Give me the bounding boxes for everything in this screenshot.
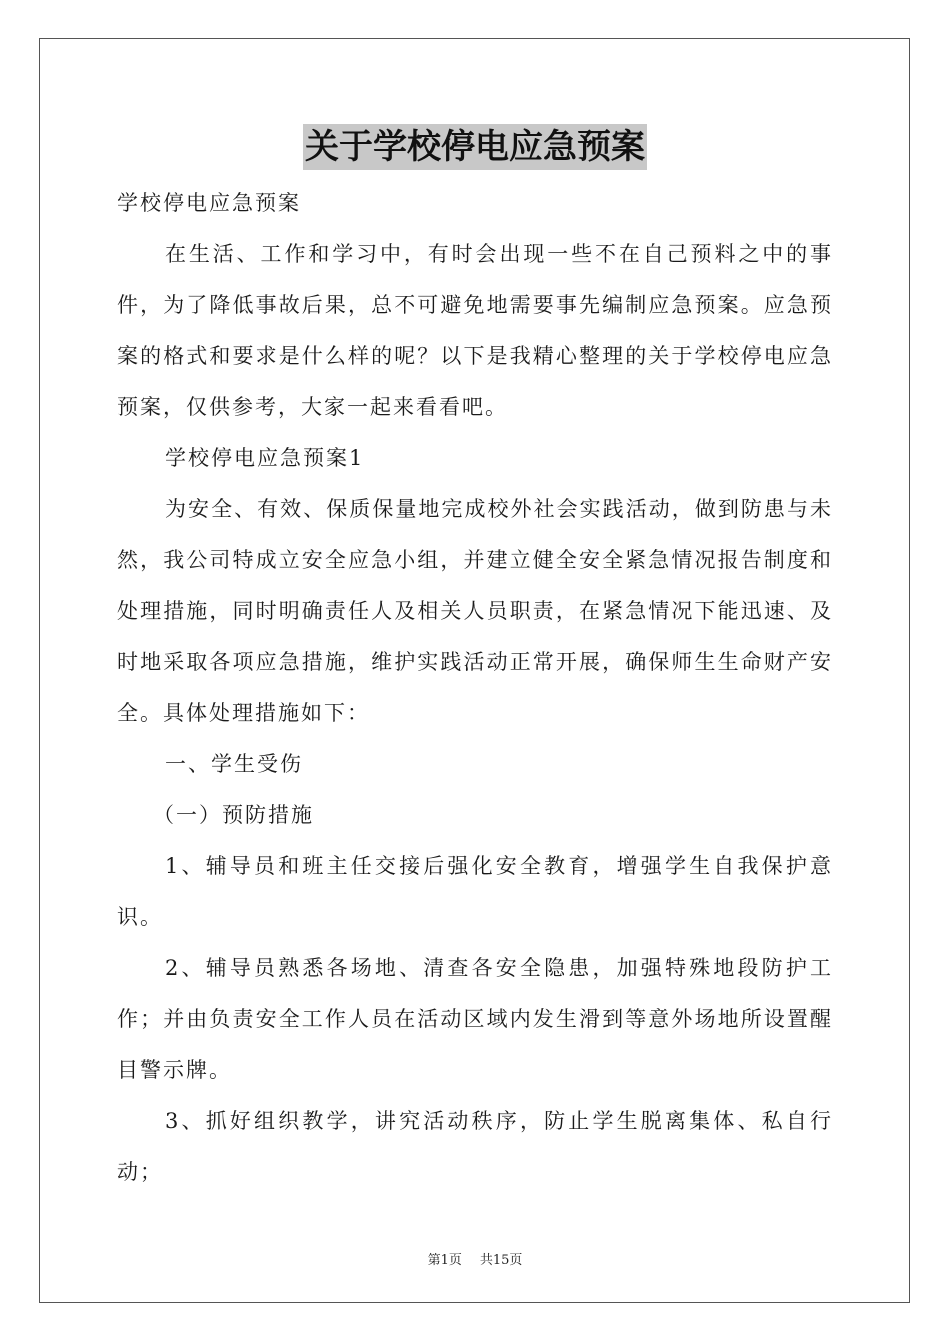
- document-body: [117, 178, 833, 1198]
- document-title: 关于学校停电应急预案: [303, 124, 647, 170]
- list-item: 3、抓好组织教学，讲究活动秩序，防止学生脱离集体、私自行动；: [117, 1109, 833, 1184]
- title-container: [0, 124, 950, 170]
- intro-paragraph: 在生活、工作和学习中，有时会出现一些不在自己预料之中的事件，为了降低事故后果，总不可避免地需要事先编制应急预案。应急预案的格式和要求是什么样的呢？以下是我精心整理的关于学校停电应急预案，仅供参考，大家一起来看看吧。: [117, 242, 833, 419]
- document-subtitle: 学校停电应急预案: [117, 191, 301, 215]
- page-total: 共15页: [479, 1253, 523, 1268]
- measures-heading: （一）预防措施: [153, 803, 314, 827]
- list-item: 1、辅导员和班主任交接后强化安全教育，增强学生自我保护意识。: [117, 854, 833, 929]
- list-item: 2、辅导员熟悉各场地、清查各安全隐患，加强特殊地段防护工作；并由负责安全工作人员在活动区域内发生滑到等意外场地所设置醒目警示牌。: [117, 956, 833, 1082]
- section-heading: 学校停电应急预案1: [165, 446, 365, 470]
- page-number: 第1页: [427, 1253, 462, 1268]
- subsection-heading: 一、学生受伤: [165, 752, 303, 776]
- page-footer: [0, 1249, 950, 1268]
- body-paragraph: 为安全、有效、保质保量地完成校外社会实践活动，做到防患与未然，我公司特成立安全应急小组，并建立健全安全紧急情况报告制度和处理措施，同时明确责任人及相关人员职责，在紧急情况下能迅速、及时地采取各项应急措施，维护实践活动正常开展，确保师生生命财产安全。具体处理措施如下：: [117, 497, 833, 725]
